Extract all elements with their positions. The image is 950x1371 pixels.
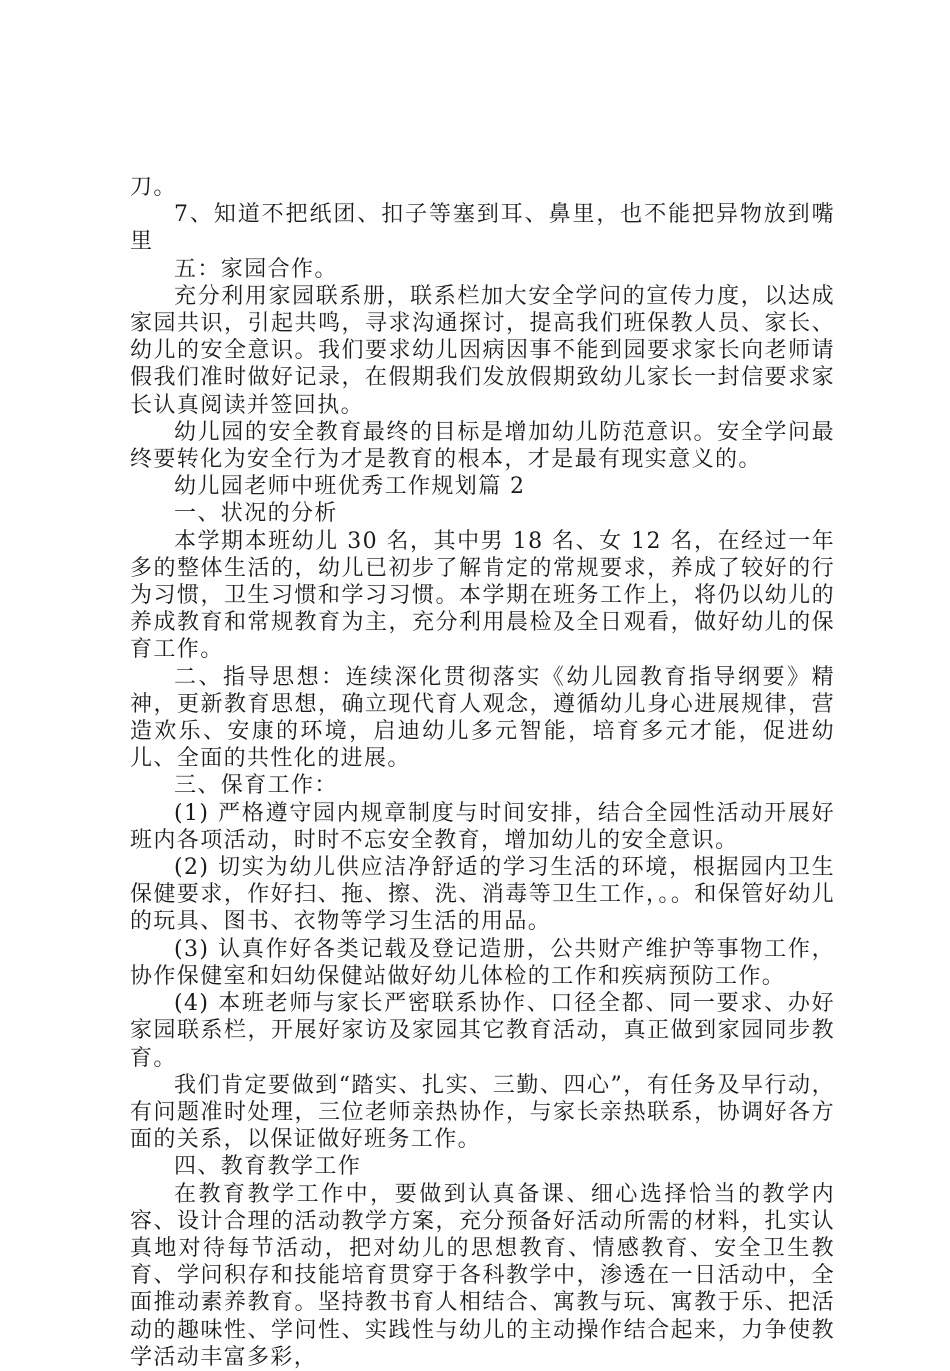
paragraph-15: 我们肯定要做到“踏实、扎实、三勤、四心”，有任务及早行动，有问题准时处理，三位老师亲热协作，与家长亲热联系，协调好各方面的关系，以保证做好班务工作。	[130, 1072, 835, 1153]
paragraph-1: 刀。	[130, 175, 177, 200]
document-body	[130, 174, 835, 1371]
paragraph-8: 本学期本班幼儿 30 名，其中男 18 名、女 12 名，在经过一年多的整体生活的，幼儿已初步了解肯定的常规要求，养成了较好的行为习惯，卫生习惯和学习习惯。本学期在班务工作上，将仍以幼儿的养成教育和常规教育为主，充分利用晨检及全日观看，做好幼儿的保育工作。	[130, 528, 835, 663]
list-item-2: (2) 切实为幼儿供应洁净舒适的学习生活的环境，根据园内卫生保健要求，作好扫、拖、擦、洗、消毒等卫生工作，。。和保管好幼儿的玩具、图书、衣物等学习生活的用品。	[130, 855, 835, 935]
paragraph-4: 充分利用家园联系册，联系栏加大安全学问的宣传力度，以达成家园共识，引起共鸣，寻求沟通探讨，提高我们班保教人员、家长、幼儿的安全意识。我们要求幼儿因病因事不能到园要求家长向老师请假我们准时做好记录，在假期我们发放假期致幼儿家长一封信要求家长认真阅读并签回执。	[130, 283, 835, 418]
list-item-3: (3) 认真作好各类记载及登记造册，公共财产维护等事物工作，协作保健室和妇幼保健站做好幼儿体检的工作和疾病预防工作。	[130, 936, 835, 989]
paragraph-5: 幼儿园的安全教育最终的目标是增加幼儿防范意识。安全学问最终要转化为安全行为才是教育的根本，才是最有现实意义的。	[130, 419, 835, 473]
section-heading-4: 四、教育教学工作	[174, 1154, 362, 1180]
paragraph-17: 在教育教学工作中，要做到认真备课、细心选择恰当的教学内容、设计合理的活动教学方案，充分预备好活动所需的材料，扎实认真地对待每节活动，把对幼儿的思想教育、情感教育、安全卫生教育、学问积存和技能培育贯穿于各科教学中，渗透在一日活动中，全面推动素养教育。坚持教书育人相结合、寓教与玩、寓教于乐、把活动的趣味性、学问性、实践性与幼儿的主动操作结合起来，力争使教学活动丰富多彩，	[130, 1181, 835, 1370]
list-item-1: (1) 严格遵守园内规章制度与时间安排，结合全园性活动开展好班内各项活动，时时不忘安全教育，增加幼儿的安全意识。	[130, 800, 835, 853]
paragraph-2: 7、知道不把纸团、扣子等塞到耳、鼻里，也不能把异物放到嘴里	[130, 202, 835, 255]
section-heading-1: 一、状况的分析	[174, 501, 338, 527]
article-title-2: 幼儿园老师中班优秀工作规划篇 2	[174, 474, 526, 500]
section-heading-5: 五：家园合作。	[174, 256, 338, 282]
section-heading-3: 三、保育工作：	[174, 773, 338, 799]
paragraph-9: 二、指导思想：连续深化贯彻落实《幼儿园教育指导纲要》精神，更新教育思想，确立现代育人观念，遵循幼儿身心进展规律，营造欢乐、安康的环境，启迪幼儿多元智能，培育多元才能，促进幼儿、全面的共性化的进展。	[130, 664, 835, 772]
list-item-4: (4) 本班老师与家长严密联系协作、口径全都、同一要求、办好家园联系栏，开展好家访及家园其它教育活动，真正做到家园同步教育。	[130, 991, 835, 1071]
